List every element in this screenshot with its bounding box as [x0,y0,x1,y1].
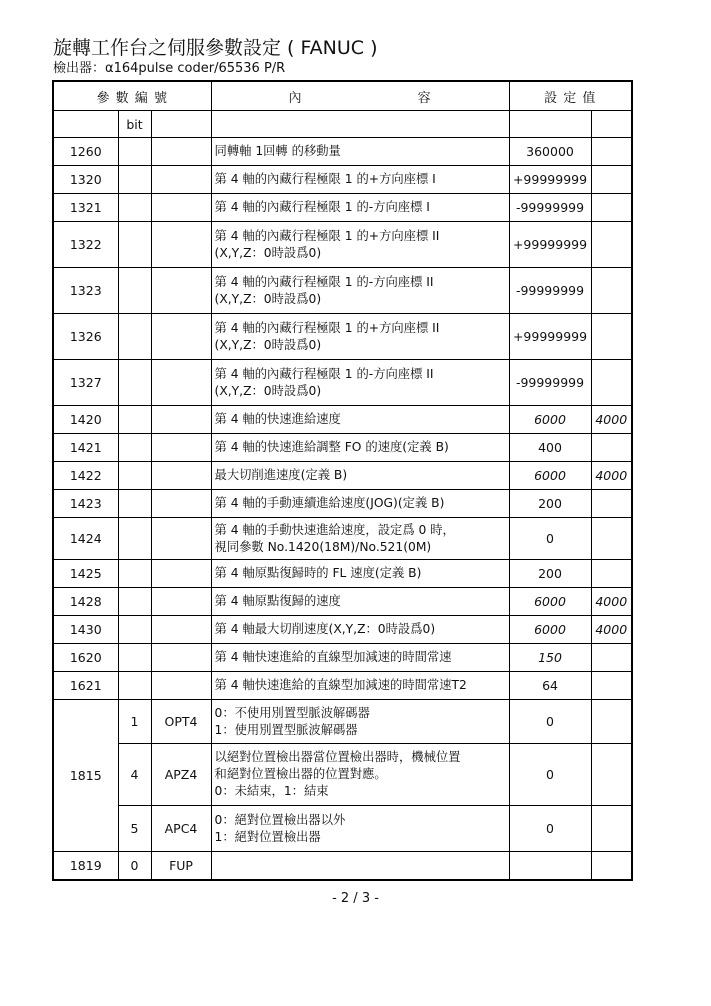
bit-cell [118,222,151,268]
set-value-2 [591,852,632,880]
content-line-1: 第 4 軸原點復歸的速度 [214,594,341,608]
content-line-1: 第 4 軸的手動連續進給速度(JOG)(定義 B) [214,496,445,510]
set-value-1: -99999999 [509,268,591,314]
name-cell [151,588,211,616]
document-subtitle: 檢出器：α164pulse coder/65536 P/R [53,61,286,76]
table-row [53,268,632,314]
content-cell [211,616,509,644]
name-cell [151,518,211,560]
content-line-2: 視同參數 No.1420(18M)/No.521(0M) [214,539,432,554]
bit-cell [118,360,151,406]
bit-name-cell: FUP [151,852,211,880]
table-row [53,490,632,518]
subheader-row [53,111,632,138]
content-line-1: 第 4 軸的內藏行程極限 1 的+方向座標 I [214,172,436,186]
set-value-1: 0 [509,806,591,852]
set-value-1: 0 [509,700,591,744]
name-cell [151,166,211,194]
param-number: 1327 [53,360,118,406]
name-cell [151,434,211,462]
content-line-2: (X,Y,Z：0時設爲0) [214,337,322,352]
set-value-1: +99999999 [509,166,591,194]
content-cell [211,672,509,700]
param-number: 1323 [53,268,118,314]
set-value-2 [591,672,632,700]
name-cell [151,462,211,490]
set-value-2: 4000 [591,588,632,616]
set-value-2 [591,490,632,518]
set-value-1: 6000 [509,462,591,490]
set-value-2 [591,360,632,406]
table-row [53,852,632,880]
bit-cell [118,588,151,616]
content-cell [211,588,509,616]
content-line-2: 和絕對位置檢出器的位置對應。 [214,767,387,781]
name-cell [151,616,211,644]
table-row [53,166,632,194]
content-cell [211,222,509,268]
param-number: 1322 [53,222,118,268]
bit-cell [118,406,151,434]
bit-cell [118,672,151,700]
content-line-1: 以絕對位置檢出器當位置檢出器時，機械位置 [214,750,461,764]
param-number: 1430 [53,616,118,644]
set-value-1: 200 [509,490,591,518]
set-value-1: +99999999 [509,314,591,360]
bit-cell [118,644,151,672]
param-number: 1621 [53,672,118,700]
set-value-1: 6000 [509,406,591,434]
table-row [53,360,632,406]
content-cell [211,360,509,406]
table-row [53,314,632,360]
set-value-1: -99999999 [509,194,591,222]
content-line-1: 同轉軸 1回轉 的移動量 [214,144,341,158]
name-cell [151,406,211,434]
param-number: 1819 [53,852,118,880]
bit-cell [118,314,151,360]
content-line-1: 0：絕對位置檢出器以外 [214,812,346,827]
content-line-2: (X,Y,Z：0時設爲0) [214,245,322,260]
content-cell [211,744,509,806]
table-row [53,222,632,268]
name-cell [151,560,211,588]
content-line-1: 第 4 軸的內藏行程極限 1 的-方向座標 II [214,366,434,381]
table-row [53,744,632,806]
bit-cell [118,616,151,644]
content-cell [211,806,509,852]
content-line-1: 第 4 軸的快速進給調整 FO 的速度(定義 B) [214,440,449,454]
bit-cell [118,138,151,166]
param-number: 1320 [53,166,118,194]
bit-name-cell: APC4 [151,806,211,852]
name-cell [151,314,211,360]
content-line-1: 第 4 軸的內藏行程極限 1 的-方向座標 I [214,200,430,214]
param-number: 1420 [53,406,118,434]
set-value-1: 64 [509,672,591,700]
param-number: 1620 [53,644,118,672]
param-number: 1423 [53,490,118,518]
subheader-empty-value2 [591,111,632,138]
parameter-table [52,80,633,881]
bit-cell [118,268,151,314]
set-value-2 [591,194,632,222]
table-row [53,194,632,222]
content-cell [211,490,509,518]
set-value-1: 6000 [509,616,591,644]
set-value-2 [591,518,632,560]
set-value-1: 6000 [509,588,591,616]
header-bit: bit [118,111,151,138]
name-cell [151,672,211,700]
document-title: 旋轉工作台之伺服參數設定 ( FANUC ) [53,37,378,59]
page-number: - 2 / 3 - [332,891,379,906]
content-cell [211,434,509,462]
name-cell [151,138,211,166]
content-cell [211,314,509,360]
name-cell [151,644,211,672]
name-cell [151,222,211,268]
set-value-2 [591,644,632,672]
set-value-1 [509,852,591,880]
table-row [53,672,632,700]
content-line-2: 1：絕對位置檢出器 [214,829,321,844]
header-param-no: 參 數 編 號 [53,81,211,111]
bit-cell [118,194,151,222]
param-number: 1815 [53,700,118,852]
bit-name-cell: OPT4 [151,700,211,744]
content-line-3: 0：未結束，1：結束 [214,784,329,798]
name-cell [151,268,211,314]
content-line-1: 第 4 軸的手動快速進給速度，設定爲 0 時， [214,522,455,537]
table-row [53,616,632,644]
header-set-value: 設 定 值 [509,81,632,111]
table-row [53,138,632,166]
content-line-2: (X,Y,Z：0時設爲0) [214,383,322,398]
content-line-1: 最大切削進速度(定義 B) [214,468,348,482]
table-row [53,644,632,672]
subheader-empty-name [151,111,211,138]
set-value-2 [591,434,632,462]
bit-cell [118,560,151,588]
bit-cell [118,462,151,490]
param-number: 1424 [53,518,118,560]
table-row [53,806,632,852]
set-value-2: 4000 [591,462,632,490]
bit-cell: 1 [118,700,151,744]
set-value-2 [591,166,632,194]
table-row [53,518,632,560]
content-cell [211,518,509,560]
set-value-2 [591,744,632,806]
set-value-1: 150 [509,644,591,672]
name-cell [151,490,211,518]
content-cell [211,644,509,672]
set-value-1: -99999999 [509,360,591,406]
set-value-2 [591,314,632,360]
content-cell [211,852,509,880]
header-content: 內 容 [211,81,509,111]
set-value-2 [591,806,632,852]
name-cell [151,360,211,406]
set-value-1: +99999999 [509,222,591,268]
param-number: 1260 [53,138,118,166]
set-value-1: 360000 [509,138,591,166]
set-value-2: 4000 [591,616,632,644]
content-line-1: 第 4 軸的內藏行程極限 1 的+方向座標 II [214,320,440,335]
bit-cell: 4 [118,744,151,806]
content-cell [211,560,509,588]
set-value-1: 400 [509,434,591,462]
set-value-2 [591,560,632,588]
param-number: 1425 [53,560,118,588]
set-value-1: 200 [509,560,591,588]
table-row [53,560,632,588]
table-row [53,406,632,434]
set-value-2 [591,138,632,166]
name-cell [151,194,211,222]
param-number: 1422 [53,462,118,490]
subheader-empty-no [53,111,118,138]
subheader-empty-content [211,111,509,138]
content-cell [211,406,509,434]
bit-cell [118,490,151,518]
bit-cell: 0 [118,852,151,880]
content-cell [211,138,509,166]
content-cell [211,194,509,222]
table-row [53,588,632,616]
content-cell [211,166,509,194]
bit-cell [118,166,151,194]
content-line-1: 第 4 軸的內藏行程極限 1 的+方向座標 II [214,228,440,243]
content-line-1: 第 4 軸的快速進給速度 [214,412,341,426]
set-value-2: 4000 [591,406,632,434]
table-row [53,434,632,462]
param-number: 1321 [53,194,118,222]
content-line-2: 1：使用別置型脈波解碼器 [214,722,358,737]
set-value-2 [591,222,632,268]
set-value-2 [591,268,632,314]
content-line-1: 第 4 軸快速進給的直線型加減速的時間常速T2 [214,678,467,692]
param-number: 1428 [53,588,118,616]
set-value-1: 0 [509,744,591,806]
bit-cell: 5 [118,806,151,852]
content-cell [211,462,509,490]
content-line-1: 第 4 軸快速進給的直線型加減速的時間常速 [214,650,452,664]
header-row [53,81,632,111]
content-cell [211,700,509,744]
set-value-2 [591,700,632,744]
bit-cell [118,518,151,560]
content-line-1: 第 4 軸的內藏行程極限 1 的-方向座標 II [214,274,434,289]
content-line-2: (X,Y,Z：0時設爲0) [214,291,322,306]
table-row [53,700,632,744]
set-value-1: 0 [509,518,591,560]
content-line-1: 第 4 軸最大切削速度(X,Y,Z：0時設爲0) [214,622,436,636]
param-number: 1421 [53,434,118,462]
content-cell [211,268,509,314]
content-line-1: 第 4 軸原點復歸時的 FL 速度(定義 B) [214,566,422,580]
subheader-empty-value1 [509,111,591,138]
bit-cell [118,434,151,462]
bit-name-cell: APZ4 [151,744,211,806]
table-row [53,462,632,490]
param-number: 1326 [53,314,118,360]
content-line-1: 0：不使用別置型脈波解碼器 [214,705,370,720]
